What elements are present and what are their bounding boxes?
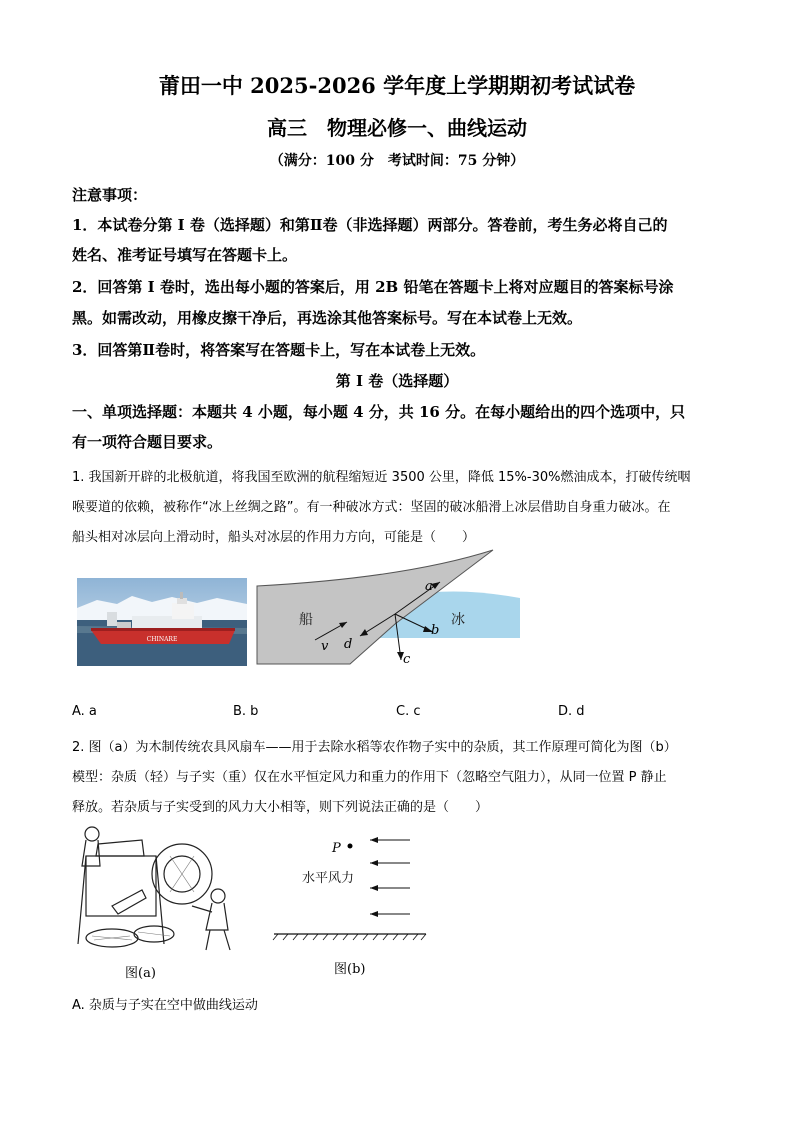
notes-line-2: 姓名、准考证号填写在答题卡上。	[72, 246, 298, 264]
label-v: v	[321, 639, 329, 654]
notes-line-3: 2．回答第 I 卷时，选出每小题的答案后，用 2B 铅笔在答题卡上将对应题目的答案标号涂	[72, 278, 674, 296]
label-a: a	[425, 579, 433, 594]
section-instruction-2: 有一项符合题目要求。	[72, 433, 223, 451]
icebreaker-photo	[77, 578, 247, 666]
q1-option-c: C. c	[396, 704, 421, 719]
label-ice: 冰	[451, 612, 465, 628]
exam-subtitle: 高三 物理必修一、曲线运动	[267, 116, 527, 140]
notes-line-5: 3．回答第Ⅱ卷时，将答案写在答题卡上，写在本试卷上无效。	[72, 341, 486, 359]
label-c: c	[403, 652, 411, 667]
point-p	[348, 844, 353, 849]
wind-label: 水平风力	[302, 871, 355, 886]
q1-force-diagram	[255, 548, 525, 670]
q1-option-b: B. b	[233, 704, 259, 719]
section-title: 第 I 卷（选择题）	[335, 372, 459, 390]
q1-option-a: A. a	[72, 704, 97, 719]
q2-line-2: 模型：杂质（轻）与子实（重）仅在水平恒定风力和重力的作用下（忽略空气阻力），从同一位置 P 静止	[72, 770, 667, 785]
notes-heading: 注意事项：	[72, 186, 148, 204]
fig-b-caption: 图(b)	[334, 962, 366, 977]
label-ship: 船	[299, 612, 313, 628]
q2-line-1: 2. 图（a）为木制传统农具风扇车——用于去除水稻等农作物子实中的杂质，其工作原理可简化为图（b）	[72, 740, 677, 755]
notes-line-1: 1．本试卷分第 I 卷（选择题）和第Ⅱ卷（非选择题）两部分。答卷前，考生务必将自己的	[72, 216, 668, 234]
ship-hull-text: CHINARE	[146, 636, 178, 643]
q1-option-d: D. d	[558, 704, 585, 719]
q2-option-a: A. 杂质与子实在空中做曲线运动	[72, 998, 258, 1013]
q1-line-2: 喉要道的依赖，被称作“冰上丝绸之路”。有一种破冰方式：坚固的破冰船滑上冰层借助自身重力破冰。在	[72, 500, 671, 515]
fig-a-caption: 图(a)	[125, 966, 156, 981]
label-b: b	[431, 623, 440, 638]
section-instruction-1: 一、单项选择题：本题共 4 小题，每小题 4 分，共 16 分。在每小题给出的四个选项中，只	[72, 403, 686, 421]
fig-b-model-diagram	[270, 830, 430, 942]
notes-line-4: 黑。如需改动，用橡皮擦干净后，再选涂其他答案标号。写在本试卷上无效。	[72, 309, 583, 327]
q2-line-3: 释放。若杂质与子实受到的风力大小相等，则下列说法正确的是（ ）	[72, 800, 489, 815]
exam-title: 莆田一中 2025-2026 学年度上学期期初考试试卷	[158, 73, 636, 98]
point-p-label: P	[332, 841, 341, 856]
q1-line-3: 船头相对冰层向上滑动时，船头对冰层的作用力方向，可能是（ ）	[72, 530, 476, 545]
label-d: d	[344, 637, 353, 652]
winnowing-machine-illustration	[72, 826, 240, 958]
q1-line-1: 1. 我国新开辟的北极航道，将我国至欧洲的航程缩短近 3500 公里，降低 15%-30%燃油成本，打破传统咽	[72, 470, 691, 485]
score-time: （满分：100 分 考试时间：75 分钟）	[269, 153, 525, 169]
